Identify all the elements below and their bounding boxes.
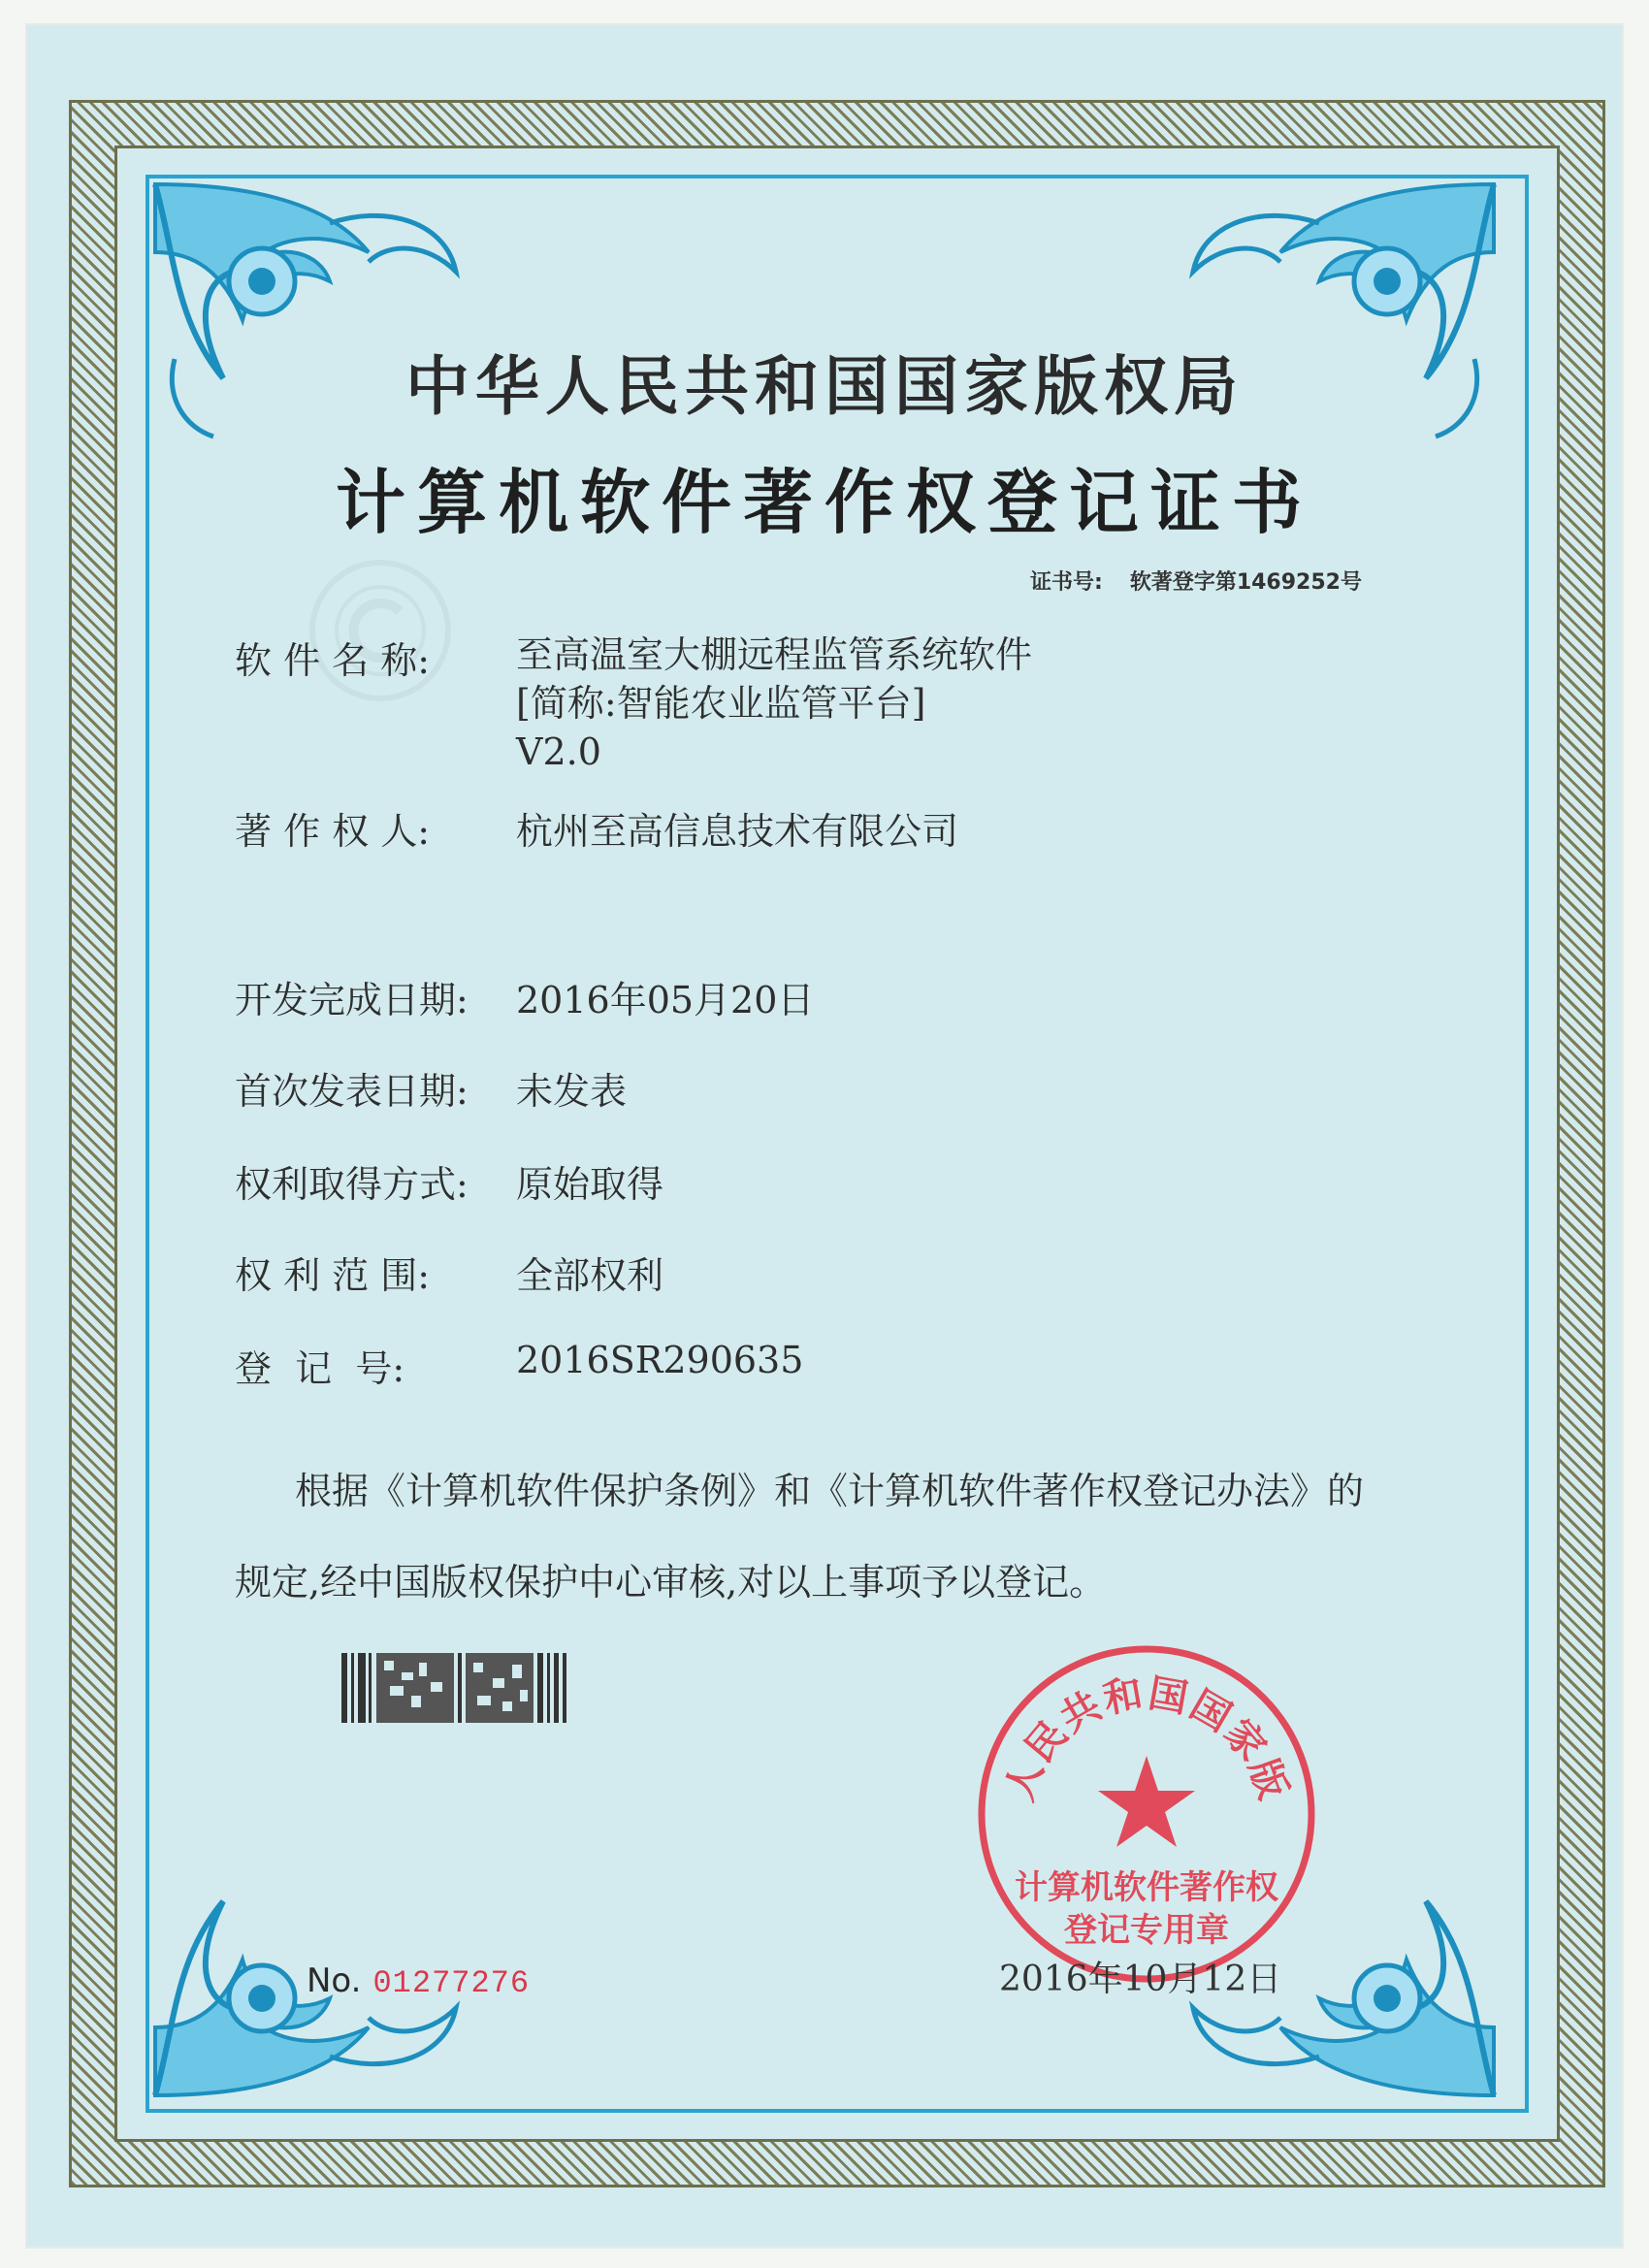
issue-date: 2016年10月12日 bbox=[999, 1960, 1282, 1999]
serial-label: No. bbox=[307, 1961, 362, 2000]
statement-line-2: 规定,经中国版权保护中心审核,对以上事项予以登记。 bbox=[235, 1561, 1107, 1604]
field-value: 未发表 bbox=[516, 1070, 628, 1113]
certificate-title: 计算机软件著作权登记证书 bbox=[335, 461, 1313, 543]
software-name-line3: V2.0 bbox=[516, 730, 601, 773]
statement-line-1: 根据《计算机软件保护条例》和《计算机软件著作权登记办法》的 bbox=[295, 1470, 1365, 1512]
software-name-value bbox=[516, 631, 1032, 776]
field-value: 全部权利 bbox=[516, 1254, 664, 1297]
serial-number bbox=[307, 1961, 530, 2001]
field-label: 软 件 名 称: bbox=[235, 639, 431, 682]
field-value: 2016SR290635 bbox=[516, 1339, 804, 1381]
issuing-authority-title: 中华人民共和国国家版权局 bbox=[405, 349, 1244, 424]
svg-text:中华人民共和国国家版权局 bbox=[972, 1639, 1296, 1807]
seal-text-line1: 计算机软件著作权 bbox=[1015, 1868, 1278, 1907]
software-name-line2: [简称:智能农业监管平台] bbox=[516, 682, 926, 725]
certificate-number bbox=[1030, 566, 1389, 596]
field-label: 开发完成日期: bbox=[235, 979, 469, 1021]
field-value: 原始取得 bbox=[516, 1163, 664, 1206]
field-registration-no bbox=[235, 1339, 804, 1392]
field-label: 权 利 范 围: bbox=[235, 1254, 431, 1297]
field-first-publish-date bbox=[235, 1061, 628, 1115]
field-rights-scope bbox=[235, 1246, 664, 1299]
serial-value: 01277276 bbox=[372, 1965, 531, 2001]
field-completion-date bbox=[235, 970, 815, 1023]
certificate-number-label: 证书号: bbox=[1030, 570, 1103, 595]
field-label: 著 作 权 人: bbox=[235, 810, 431, 853]
seal-text-line2: 登记专用章 bbox=[1064, 1911, 1229, 1950]
field-copyright-owner bbox=[235, 801, 959, 855]
field-label: 权利取得方式: bbox=[235, 1163, 469, 1206]
field-value: 杭州至高信息技术有限公司 bbox=[516, 810, 959, 853]
official-seal bbox=[972, 1639, 1321, 1989]
field-label: 首次发表日期: bbox=[235, 1070, 469, 1113]
software-name-line1: 至高温室大棚远程监管系统软件 bbox=[516, 633, 1033, 676]
seal-ring-text: 人民共和国国家版 bbox=[997, 1670, 1296, 1807]
field-software-name bbox=[235, 631, 1033, 773]
field-value: 2016年05月20日 bbox=[516, 979, 815, 1021]
field-label: 登 记 号: bbox=[235, 1347, 405, 1390]
barcode-icon bbox=[341, 1653, 566, 1723]
certificate-number-value: 软著登字第1469252号 bbox=[1129, 570, 1362, 595]
field-acquisition-method bbox=[235, 1154, 664, 1208]
